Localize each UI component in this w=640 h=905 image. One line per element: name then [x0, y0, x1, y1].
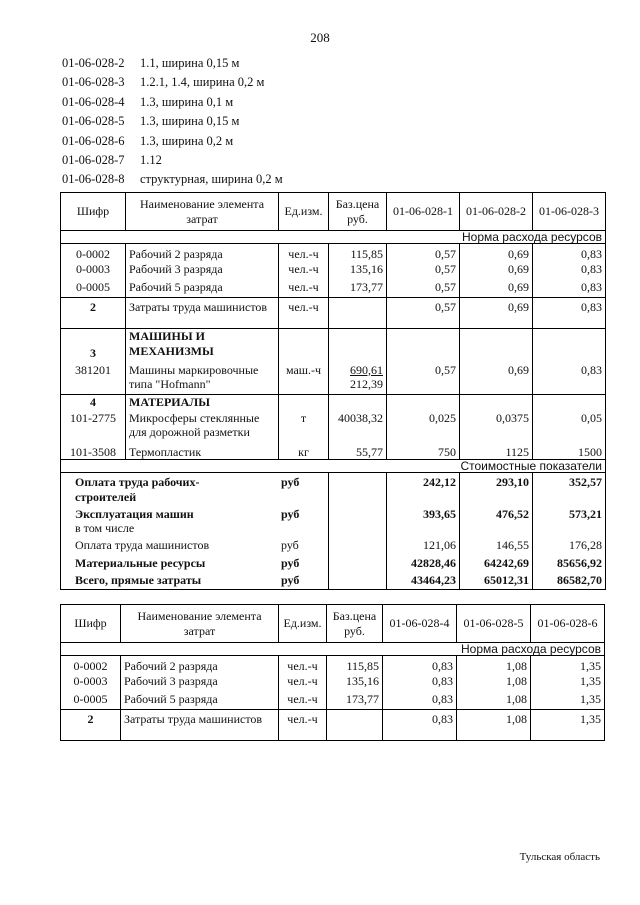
code-list-item: 01-06-028-5 1.3, ширина 0,15 м — [62, 114, 240, 129]
header-shifr: Шифр — [61, 605, 121, 643]
table-row: 0-0002 Рабочий 2 разряда чел.-ч 115,85 0,57 0,69 0,83 — [61, 244, 606, 262]
table-row: 2 Затраты труда машинистов чел.-ч 0,83 1,08 1,35 — [61, 710, 605, 741]
code-list-item: 01-06-028-3 1.2.1, 1.4, ширина 0,2 м — [62, 75, 265, 90]
table-row: 0-0003 Рабочий 3 разряда чел.-ч 135,16 0,57 0,69 0,83 — [61, 262, 606, 280]
cost-row: Всего, прямые затраты руб 43464,23 65012,31 86582,70 — [61, 573, 606, 590]
header-col: 01-06-028-6 — [531, 605, 605, 643]
header-col: 01-06-028-1 — [387, 193, 460, 231]
norma-label: Норма расхода ресурсов — [61, 231, 606, 244]
header-unit: Ед.изм. — [279, 193, 329, 231]
section-row-materials: 4 МАТЕРИАЛЫ — [61, 395, 606, 411]
code-list-item: 01-06-028-8 структурная, ширина 0,2 м — [62, 172, 283, 187]
cost-row: Материальные ресурсы руб 42828,46 64242,69 85656,92 — [61, 556, 606, 573]
code-list-item: 01-06-028-6 1.3, ширина 0,2 м — [62, 133, 234, 148]
cost-row: Оплата труда машинистов руб 121,06 146,55 176,28 — [61, 538, 606, 556]
page-number: 208 — [310, 30, 330, 45]
header-col: 01-06-028-5 — [457, 605, 531, 643]
code-list-item: 01-06-028-2 1.1, ширина 0,15 м — [62, 56, 240, 70]
table-header-row — [61, 605, 605, 643]
table-row: 101-2775 Микросферы стеклянные для дорожной разметки т 40038,32 0,025 0,0375 0,05 — [61, 411, 606, 441]
section-title: МАШИНЫ И МЕХАНИЗМЫ — [126, 329, 279, 361]
header-name: Наименование элемента затрат — [121, 605, 279, 643]
table-row: 101-3508 Термопластик кг 55,77 750 1125 1500 — [61, 441, 606, 460]
header-col: 01-06-028-3 — [533, 193, 606, 231]
header-shifr: Шифр — [61, 193, 126, 231]
cost-label: Стоимостные показатели — [61, 460, 606, 473]
cost-row: Эксплуатация машин руб в том числе 393,65 476,52 573,21 — [61, 505, 606, 538]
section-row-machines: 3 МАШИНЫ И МЕХАНИЗМЫ — [61, 329, 606, 361]
table-header-row — [61, 193, 606, 231]
header-price: Баз.цена руб. — [329, 193, 387, 231]
table-row: 0-0003 Рабочий 3 разряда чел.-ч 135,16 0,83 1,08 1,35 — [61, 674, 605, 692]
code-list-item: 01-06-028-4 1.3, ширина 0,1 м — [62, 94, 234, 109]
section-title: МАТЕРИАЛЫ — [126, 395, 279, 411]
cost-row: Оплата труда рабочих-строителей руб 242,12 293,10 352,57 — [61, 473, 606, 505]
resource-table-2 — [60, 604, 605, 741]
table-row: 381201 Машины маркировочные типа "Hofmann" маш.-ч 690,61 212,39 0,57 0,69 0,83 — [61, 361, 606, 395]
norma-label: Норма расхода ресурсов — [61, 643, 605, 656]
resource-table-1 — [60, 192, 606, 590]
footer-region: Тульская область — [519, 851, 600, 863]
table-row: 0-0005 Рабочий 5 разряда чел.-ч 173,77 0,83 1,08 1,35 — [61, 692, 605, 710]
code-list-item: 01-06-028-7 1.12 — [62, 152, 162, 167]
header-price: Баз.цена руб. — [327, 605, 383, 643]
header-col: 01-06-028-4 — [383, 605, 457, 643]
table-row: 2 Затраты труда машинистов чел.-ч 0,57 0,69 0,83 — [61, 298, 606, 329]
table-row: 0-0005 Рабочий 5 разряда чел.-ч 173,77 0,57 0,69 0,83 — [61, 280, 606, 298]
table-row: 0-0002 Рабочий 2 разряда чел.-ч 115,85 0,83 1,08 1,35 — [61, 656, 605, 674]
header-col: 01-06-028-2 — [460, 193, 533, 231]
code-list — [62, 54, 283, 190]
header-name: Наименование элемента затрат — [126, 193, 279, 231]
header-unit: Ед.изм. — [279, 605, 327, 643]
